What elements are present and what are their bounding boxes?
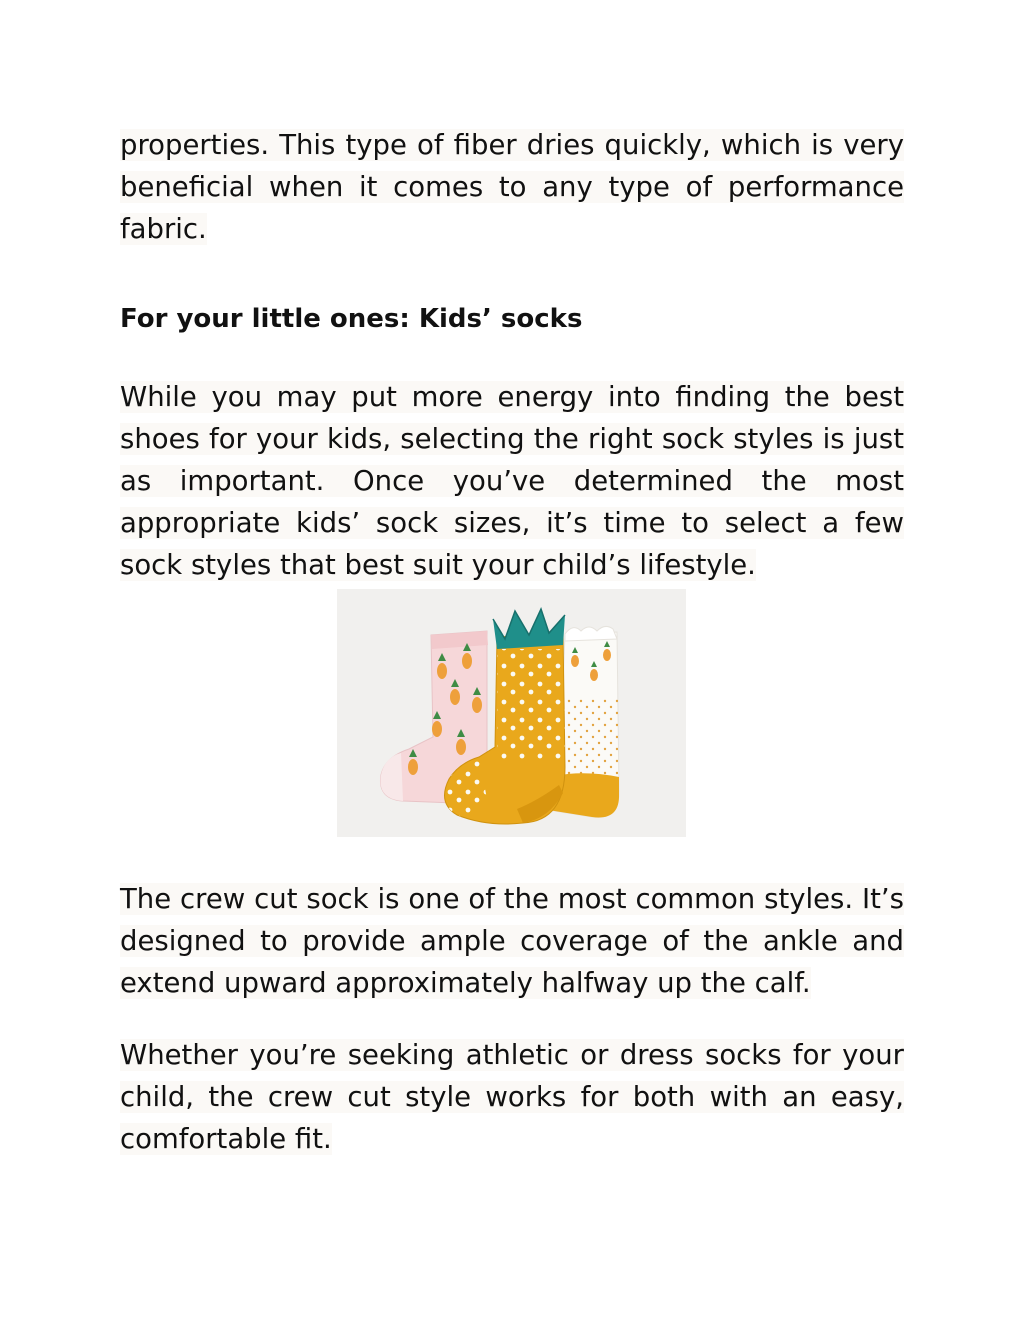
paragraph-text: Whether you’re seeking athletic or dress socks for your child, the crew cut style works for both with an easy, comfortable fit. — [120, 1039, 904, 1155]
paragraph-kids-socks-intro — [120, 376, 904, 586]
paragraph-properties — [120, 124, 904, 250]
section-heading: For your little ones: Kids’ socks — [120, 304, 583, 334]
socks-illustration — [337, 589, 686, 837]
paragraph-text: While you may put more energy into finding the best shoes for your kids, selecting the right sock styles is just as important. Once you’ve determined the most appropriate kids’ sock sizes, it’s time to select a few sock styles that best suit your child’s lifestyle. — [120, 381, 904, 581]
paragraph-text: properties. This type of fiber dries quickly, which is very beneficial when it comes to any type of performance fabric. — [120, 129, 904, 245]
paragraph-athletic-dress — [120, 1034, 904, 1160]
paragraph-crew-cut-sock — [120, 878, 904, 1004]
socks-photo — [337, 589, 686, 837]
paragraph-text: The crew cut sock is one of the most common styles. It’s designed to provide ample coverage of the ankle and extend upward approximately halfway up the calf. — [120, 883, 904, 999]
